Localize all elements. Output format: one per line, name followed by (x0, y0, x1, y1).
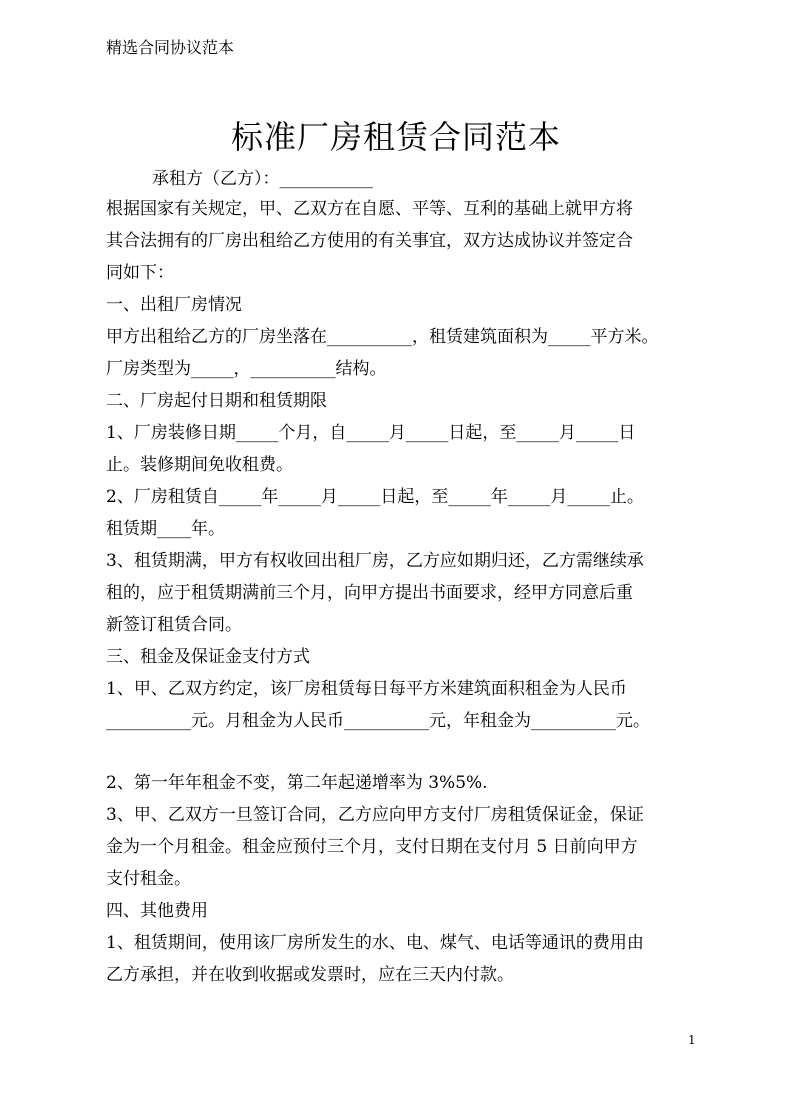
paragraph-line: 根据国家有关规定，甲、乙双方在自愿、平等、互利的基础上就甲方将 (106, 199, 633, 219)
paragraph-line: 同如下： (106, 263, 174, 283)
paragraph-line: 其合法拥有的厂房出租给乙方使用的有关事宜，双方达成协议并签定合 (106, 231, 633, 251)
section-heading: 一、出租厂房情况 (106, 295, 242, 315)
paragraph-line: 金为一个月租金。租金应预付三个月，支付日期在支付月 5 日前向甲方 (106, 837, 638, 857)
paragraph-line: 支付租金。 (106, 869, 191, 889)
paragraph-line: 3、租赁期满，甲方有权收回出租厂房，乙方应如期归还，乙方需继续承 (106, 551, 644, 571)
paragraph-line: __________元。月租金为人民币__________元，年租金为__________元。 (106, 711, 650, 731)
header-text: 精选合同协议范本 (106, 38, 235, 57)
paragraph-line: 3、甲、乙双方一旦签订合同，乙方应向甲方支付厂房租赁保证金，保证 (106, 805, 644, 825)
paragraph-line: 新签订租赁合同。 (106, 615, 242, 635)
section-heading: 二、厂房起付日期和租赁期限 (106, 391, 327, 411)
paragraph-line: 租赁期____年。 (106, 519, 225, 539)
paragraph-line: 1、厂房装修日期_____个月，自_____月_____日起，至_____月_____日 (106, 423, 636, 443)
page-number: 1 (688, 1033, 696, 1047)
paragraph-line: 甲方出租给乙方的厂房坐落在__________，租赁建筑面积为_____平方米。 (106, 327, 659, 347)
paragraph-line: 乙方承担，并在收到收据或发票时，应在三天内付款。 (106, 965, 514, 985)
paragraph-line: 2、第一年年租金不变，第二年起递增率为 3%5%. (106, 773, 488, 793)
paragraph-line: 1、甲、乙双方约定，该厂房租赁每日每平方米建筑面积租金为人民币 (106, 679, 627, 699)
paragraph-line: 止。装修期间免收租费。 (106, 455, 293, 475)
section-heading: 四、其他费用 (106, 901, 208, 921)
document-title: 标准厂房租赁合同范本 (230, 118, 561, 156)
section-heading: 三、租金及保证金支付方式 (106, 647, 310, 667)
paragraph-line: 1、租赁期间，使用该厂房所发生的水、电、煤气、电话等通讯的费用由 (106, 933, 644, 953)
paragraph-line: 租的，应于租赁期满前三个月，向甲方提出书面要求，经甲方同意后重 (106, 583, 633, 603)
paragraph-line: 厂房类型为_____，__________结构。 (106, 359, 387, 379)
paragraph-line: 2、厂房租赁自_____年_____月_____日起，至_____年_____月_____止。 (106, 487, 644, 507)
lessee-line: 承租方（乙方）：___________ (152, 169, 373, 189)
